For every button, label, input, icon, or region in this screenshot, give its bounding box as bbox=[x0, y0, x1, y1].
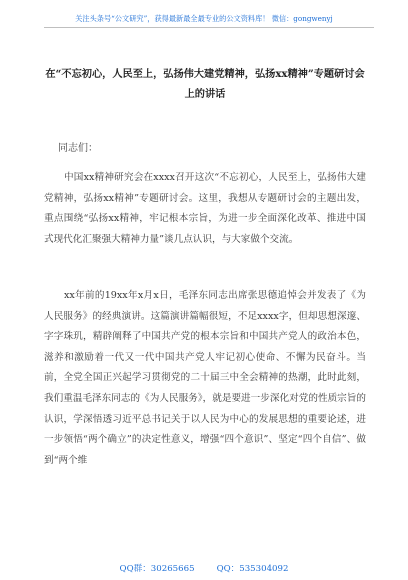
header-divider bbox=[44, 27, 374, 28]
paragraph-body: xx年前的19xx年x月x日，毛泽东同志出席张思德追悼会并发表了《为人民服务》的经典演讲。这篇演讲篇幅很短，不足xxxx字，但却思想深邃、字字珠玑，精辟阐释了中国共产党的根本宗旨和中国共产党人的政治本色，滋养和激励着一代又一代中国共产党人牢记初心使命、不懈为民奋斗。当前，全党全国正兴起学习贯彻党的二十届三中全会精神的热潮，此时此刻，我们重温毛泽东同志的《为人民服务》，就是要进一步深化对党的性质宗旨的认识，学深悟透习近平总书记关于以人民为中心的发展思想的重要论述，进一步领悟“两个确立”的决定性意义，增强“四个意识”、坚定“四个自信”、做到“两个维 bbox=[44, 290, 366, 466]
salutation: 同志们： bbox=[58, 143, 98, 154]
footer-qq-group: QQ群：30265665 bbox=[119, 564, 195, 574]
page-header-banner: 关注头条号“公文研究”，获得最新最全最专业的公文资料库！ 微信：gongwenyj bbox=[75, 14, 333, 23]
page-footer bbox=[0, 562, 408, 574]
footer-qq-contact: QQ：535304092 bbox=[216, 564, 289, 574]
document-title: 在“不忘初心，人民至上，弘扬伟大建党精神，弘扬xx精神”专题研讨会上的讲话 bbox=[45, 68, 365, 100]
paragraph-intro: 中国xx精神研究会在xxxx召开这次“不忘初心，人民至上，弘扬伟大建党精神，弘扬xx精神”专题研讨会。这里，我想从专题研讨会的主题出发，重点围绕“弘扬xx精神，牢记根本宗旨，为进一步全面深化改革、推进中国式现代化汇聚强大精神力量”谈几点认识，与大家做个交流。 bbox=[44, 172, 366, 245]
